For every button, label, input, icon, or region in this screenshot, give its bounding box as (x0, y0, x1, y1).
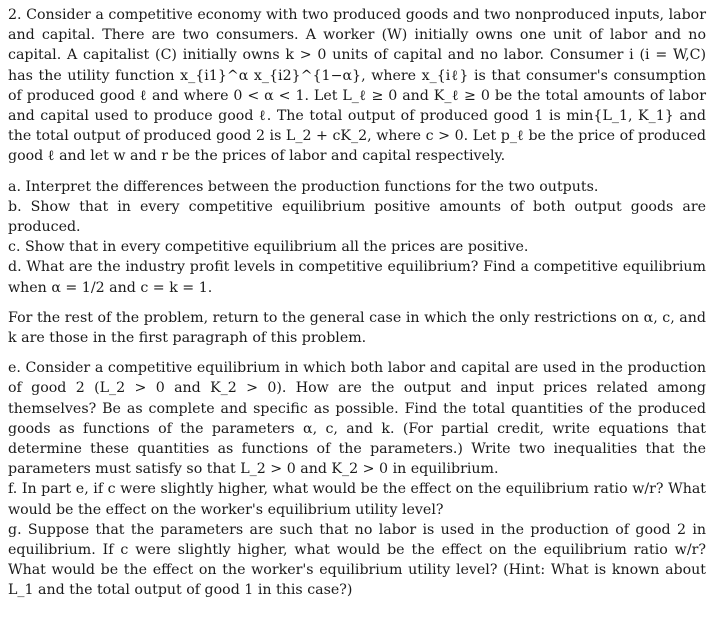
part-g: g. Suppose that the parameters are such that no labor is used in the production of good 2 in equilibrium. If c were slightly higher, what would be the effect on the equilibrium ratio w/r? What would be the effect on the worker's equilibrium utility level? (Hint: What is known about L_1 and the total output of good 1 in this case?) (8, 521, 706, 599)
rest-note: For the rest of the problem, return to the general case in which the only restrictions on α, c, and k are those in the first paragraph of this problem. (8, 309, 706, 347)
part-f: f. In part e, if c were slightly higher, what would be the effect on the equilibrium ratio w/r? What would be the effect on the worker's equilibrium utility level? (8, 481, 706, 518)
part-e: e. Consider a competitive equilibrium in which both labor and capital are used in the production of good 2 (L_2 > 0 and K_2 > 0). How are the output and input prices related among themselves? Be as complete and specific as possible. Find the total quantities of the produced goods as functions of the parameters α, c, and k. (For partial credit, write equations that determine these quantities as functions of the parameters.) Write two inequalities that the parameters must satisfy so that L_2 > 0 and K_2 > 0 in equilibrium. (8, 360, 706, 478)
part-c: c. Show that in every competitive equilibrium all the prices are positive. (8, 239, 529, 256)
part-d: d. What are the industry profit levels in competitive equilibrium? Find a competitive equilibrium when α = 1/2 and c = k = 1. (8, 259, 706, 296)
part-b: b. Show that in every competitive equilibrium positive amounts of both output goods are produced. (8, 198, 706, 236)
part-a: a. Interpret the differences between the production functions for the two outputs. (8, 178, 599, 195)
problem-intro: 2. Consider a competitive economy with two produced goods and two nonproduced inputs, labor and capital. There are two consumers. A worker (W) initially owns one unit of labor and no capital. A capitalist (C) initially owns k > 0 units of capital and no labor. Consumer i (i = W,C) has the utility function x_{i1}^α x_{i2}^{1−α}, where x_{iℓ} is that consumer's consumption of produced good ℓ and where 0 < α < 1. Let L_ℓ ≥ 0 and K_ℓ ≥ 0 be the total amounts of labor and capital used to produce good ℓ. The total output of produced good 1 is min{L_1, K_1} and the total output of produced good 2 is L_2 + cK_2, where c > 0. Let p_ℓ be the price of produced good ℓ and let w and r be the prices of labor and capital respectively. (8, 7, 706, 165)
